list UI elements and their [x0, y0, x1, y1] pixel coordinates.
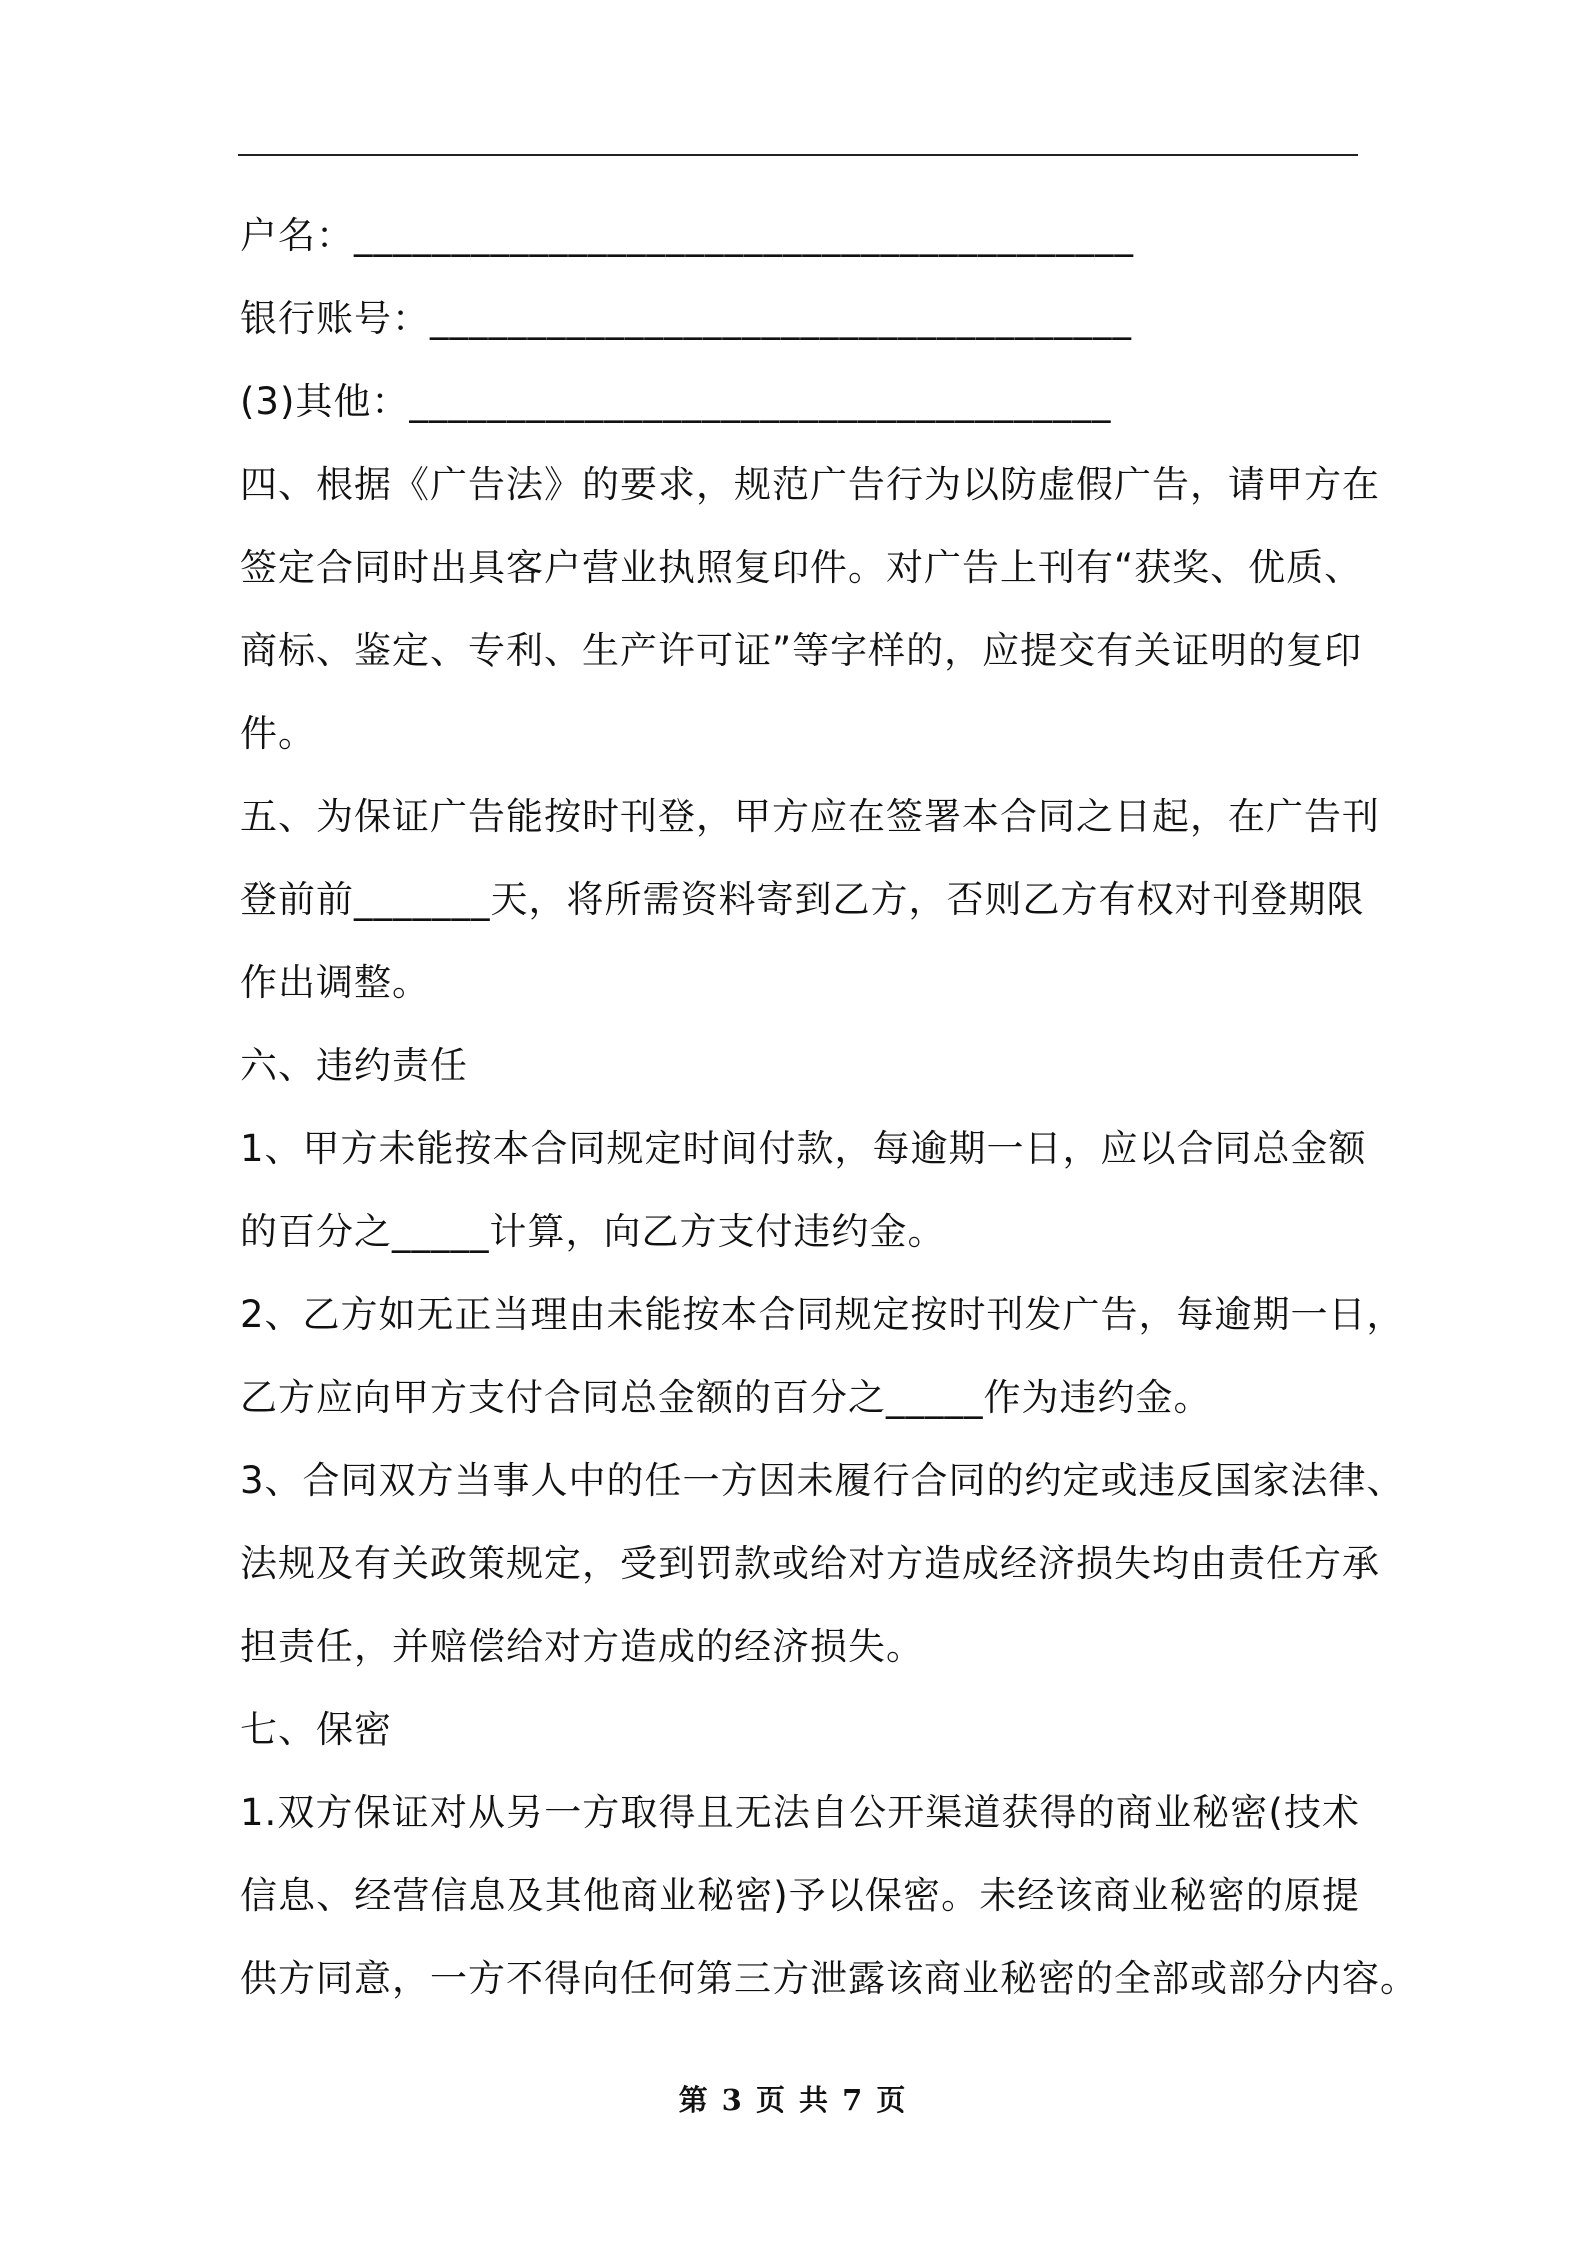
header-rule: [238, 154, 1358, 156]
clause-6-2-line-1: 2、乙方如无正当理由未能按本合同规定按时刊发广告，每逾期一日，: [240, 1293, 1405, 1336]
account-name-line: 户名：________________________________________: [240, 214, 1134, 257]
clause-6-1-line-2: 的百分之_____计算，向乙方支付违约金。: [240, 1210, 946, 1253]
section-7-heading: 七、保密: [240, 1708, 392, 1751]
page-number-footer: 第 3 页 共 7 页: [678, 2083, 908, 2117]
clause-4-line-3: 商标、鉴定、专利、生产许可证”等字样的，应提交有关证明的复印: [240, 629, 1363, 672]
clause-6-1-line-1: 1、甲方未能按本合同规定时间付款，每逾期一日，应以合同总金额: [240, 1127, 1367, 1170]
clause-4-line-2: 签定合同时出具客户营业执照复印件。对广告上刊有“获奖、优质、: [240, 546, 1363, 589]
other-line: (3)其他：____________________________________: [240, 380, 1112, 423]
clause-5-line-2: 登前前_______天，将所需资料寄到乙方，否则乙方有权对刊登期限: [240, 878, 1365, 921]
clause-4-line-1: 四、根据《广告法》的要求，规范广告行为以防虚假广告，请甲方在: [240, 463, 1380, 506]
document-body: [240, 194, 1418, 2020]
clause-4-line-4: 件。: [240, 712, 316, 755]
clause-7-1-line-3: 供方同意，一方不得向任何第三方泄露该商业秘密的全部或部分内容。: [240, 1957, 1418, 2000]
clause-7-1-line-2: 信息、经营信息及其他商业秘密)予以保密。未经该商业秘密的原提: [240, 1874, 1360, 1917]
clause-6-3-line-2: 法规及有关政策规定，受到罚款或给对方造成经济损失均由责任方承: [240, 1542, 1380, 1585]
clause-6-2-line-2: 乙方应向甲方支付合同总金额的百分之_____作为违约金。: [240, 1376, 1212, 1419]
clause-5-line-3: 作出调整。: [240, 961, 430, 1004]
clause-7-1-line-1: 1.双方保证对从另一方取得且无法自公开渠道获得的商业秘密(技术: [240, 1791, 1360, 1834]
section-6-heading: 六、违约责任: [240, 1044, 468, 1087]
bank-account-line: 银行账号：____________________________________: [240, 297, 1132, 340]
clause-6-3-line-1: 3、合同双方当事人中的任一方因未履行合同的约定或违反国家法律、: [240, 1459, 1405, 1502]
clause-6-3-line-3: 担责任，并赔偿给对方造成的经济损失。: [240, 1625, 924, 1668]
clause-5-line-1: 五、为保证广告能按时刊登，甲方应在签署本合同之日起，在广告刊: [240, 795, 1380, 838]
